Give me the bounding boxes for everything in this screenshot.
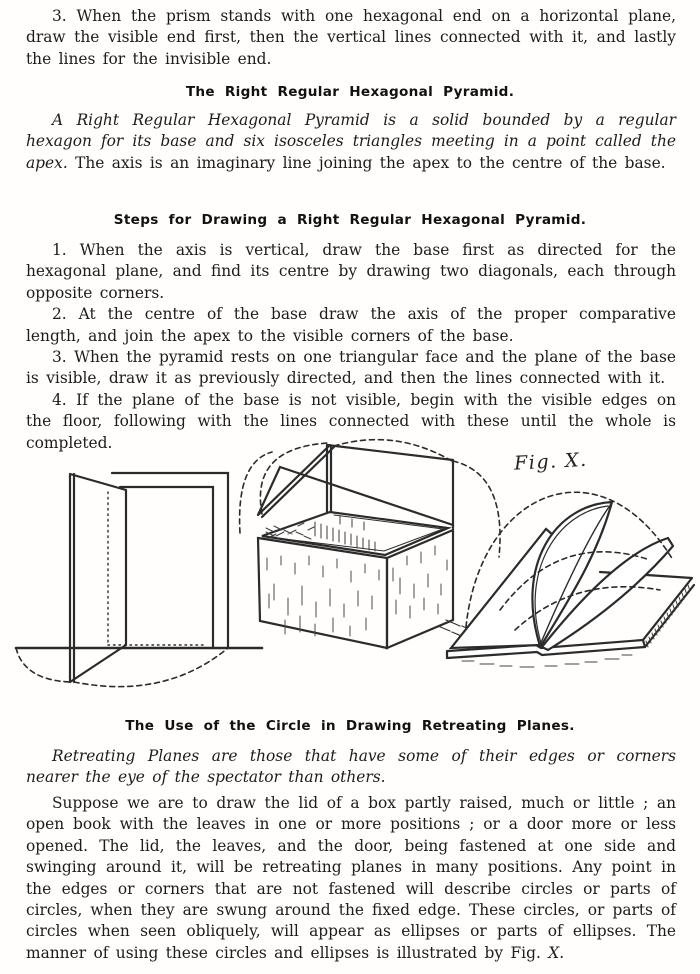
figure-label: Fig. X. bbox=[513, 448, 589, 475]
figure-reference-x: X. bbox=[548, 943, 565, 962]
heading-use-of-circle: The Use of the Circle in Drawing Retreating Planes. bbox=[125, 718, 575, 734]
step-item-1: 1. When the axis is vertical, draw the base first as directed for the hexagonal plane, and find its centre by drawing two diagonals, each through opposite corners. bbox=[26, 241, 676, 302]
step-item-4: 4. If the plane of the base is not visible, begin with the visible edges on the floor, following with the lines connected with these until the whole is completed. bbox=[26, 390, 676, 452]
steps-list bbox=[26, 240, 676, 454]
heading-steps-for-drawing: Steps for Drawing a Right Regular Hexagonal Pyramid. bbox=[113, 212, 587, 228]
figure-reference: Fig. bbox=[510, 943, 541, 962]
box-with-raised-lid-drawing bbox=[240, 440, 512, 648]
paragraph-suppose bbox=[26, 793, 676, 964]
open-book-drawing bbox=[447, 492, 694, 667]
heading-hexagonal-pyramid: The Right Regular Hexagonal Pyramid. bbox=[185, 84, 515, 100]
step-item-2: 2. At the centre of the base draw the axis of the proper comparative length, and join the apex to the visible corners of the base. bbox=[26, 305, 676, 345]
figure-x-illustration bbox=[0, 430, 700, 715]
pyramid-definition-italic: A Right Regular Hexagonal Pyramid is a solid bounded by a regular hexagon for its base and six isosceles triangles meeting in a point called the apex. bbox=[26, 111, 676, 172]
paragraph-retreating-planes: Retreating Planes are those that have some of their edges or corners nearer the eye of the spectator than others. bbox=[26, 747, 676, 787]
paragraph-suppose-text: Suppose we are to draw the lid of a box partly raised, much or little ; an open book with the leaves in one or more positions ; or a door more or less opened. The lid, the leaves, and the door, being fastened at one side and swinging around it, will be retreating planes in many positions. Any point in the edges or corners that are not fastened will describe circles or parts of circles, when they are swung around the fixed edge. These circles, or parts of circles when seen obliquely, will appear as ellipses or parts of ellipses. The manner of using these circles and ellipses is illustrated by bbox=[26, 794, 676, 962]
step-item-3: 3. When the pyramid rests on one triangular face and the plane of the base is visible, draw it as previously directed, and then the lines connected with it. bbox=[26, 348, 676, 388]
paragraph-prism-step3: 3. When the prism stands with one hexagonal end on a horizontal plane, draw the visible end first, then the vertical lines connected with it, and lastly the lines for the invisible end. bbox=[26, 7, 676, 68]
pyramid-definition-roman: The axis is an imaginary line joining the apex to the centre of the base. bbox=[75, 153, 666, 172]
paragraph-pyramid-definition bbox=[26, 110, 676, 174]
open-door-drawing bbox=[16, 473, 262, 687]
